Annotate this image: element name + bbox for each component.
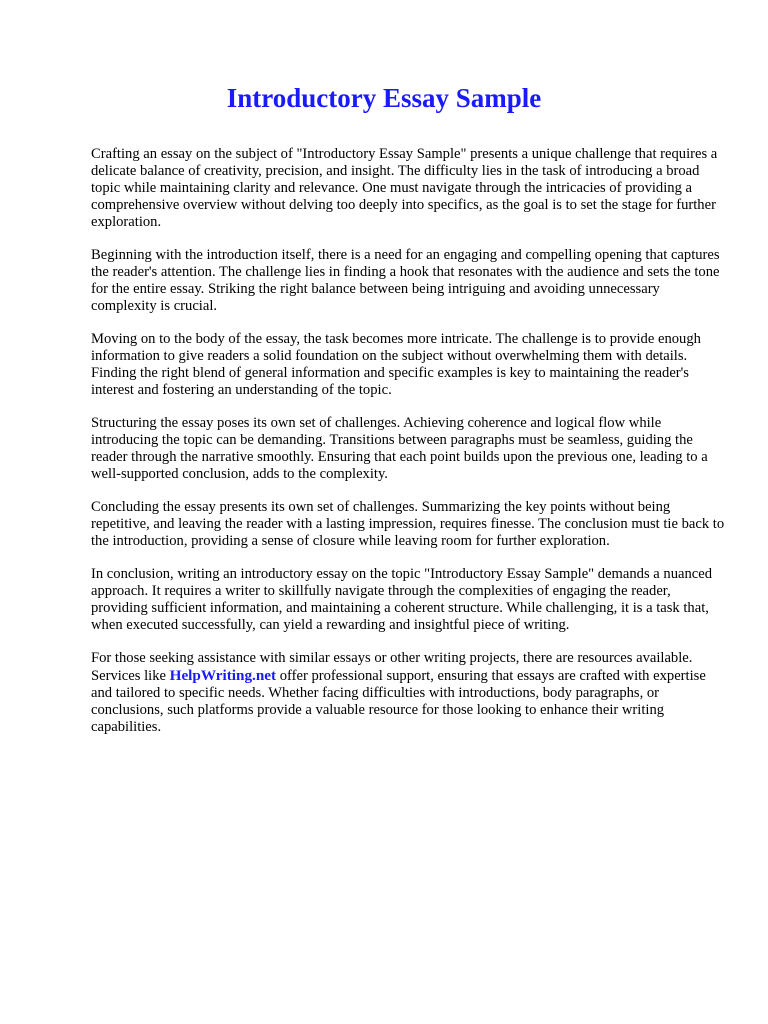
document-body (91, 146, 727, 752)
paragraph-2: Beginning with the introduction itself, there is a need for an engaging and compelling opening that captures the reader's attention. The challenge lies in finding a hook that resonates with the audience and sets the tone for the entire essay. Striking the right balance between being intriguing and avoiding unnecessary complexity is crucial. (91, 247, 720, 314)
paragraph-7 (91, 650, 727, 736)
helpwriting-link[interactable]: HelpWriting.net (169, 667, 277, 684)
paragraph-4: Structuring the essay poses its own set of challenges. Achieving coherence and logical flow while introducing the topic can be demanding. Transitions between paragraphs must be seamless, guiding the reader through the narrative smoothly. Ensuring that each point builds upon the previous one, leading to a well-supported conclusion, adds to the complexity. (91, 415, 708, 482)
paragraph-3: Moving on to the body of the essay, the task becomes more intricate. The challenge is to provide enough information to give readers a solid foundation on the subject without overwhelming them with details. Finding the right blend of general information and specific examples is key to maintaining the reader's interest and fostering an understanding of the topic. (91, 331, 701, 398)
paragraph-5: Concluding the essay presents its own set of challenges. Summarizing the key points without being repetitive, and leaving the reader with a lasting impression, requires finesse. The conclusion must tie back to the introduction, providing a sense of closure while leaving room for further exploration. (91, 499, 725, 549)
document-title: Introductory Essay Sample (226, 83, 542, 113)
paragraph-6: In conclusion, writing an introductory essay on the topic "Introductory Essay Sample" demands a nuanced approach. It requires a writer to skillfully navigate through the complexities of engaging the reader, providing sufficient information, and maintaining a coherent structure. While challenging, it is a task that, when executed successfully, can yield a rewarding and insightful piece of writing. (91, 566, 713, 633)
paragraph-1: Crafting an essay on the subject of "Introductory Essay Sample" presents a unique challenge that requires a delicate balance of creativity, precision, and insight. The difficulty lies in the task of introducing a broad topic while maintaining clarity and relevance. One must navigate through the intricacies of providing a comprehensive overview without delving too deeply into specifics, as the goal is to set the stage for further exploration. (91, 146, 718, 230)
paragraph-7-text-after-link: offer professional support, ensuring that essays are crafted with expertise and tailored to specific needs. Whether facing difficulties with introductions, body paragraphs, or conclusions, such platforms provide a valuable resource for those looking to enhance their writing capabilities. (91, 668, 706, 735)
paragraph-7-text-before-link: For those seeking assistance with similar essays or other writing projects, there are resources available. Services like (91, 650, 693, 684)
